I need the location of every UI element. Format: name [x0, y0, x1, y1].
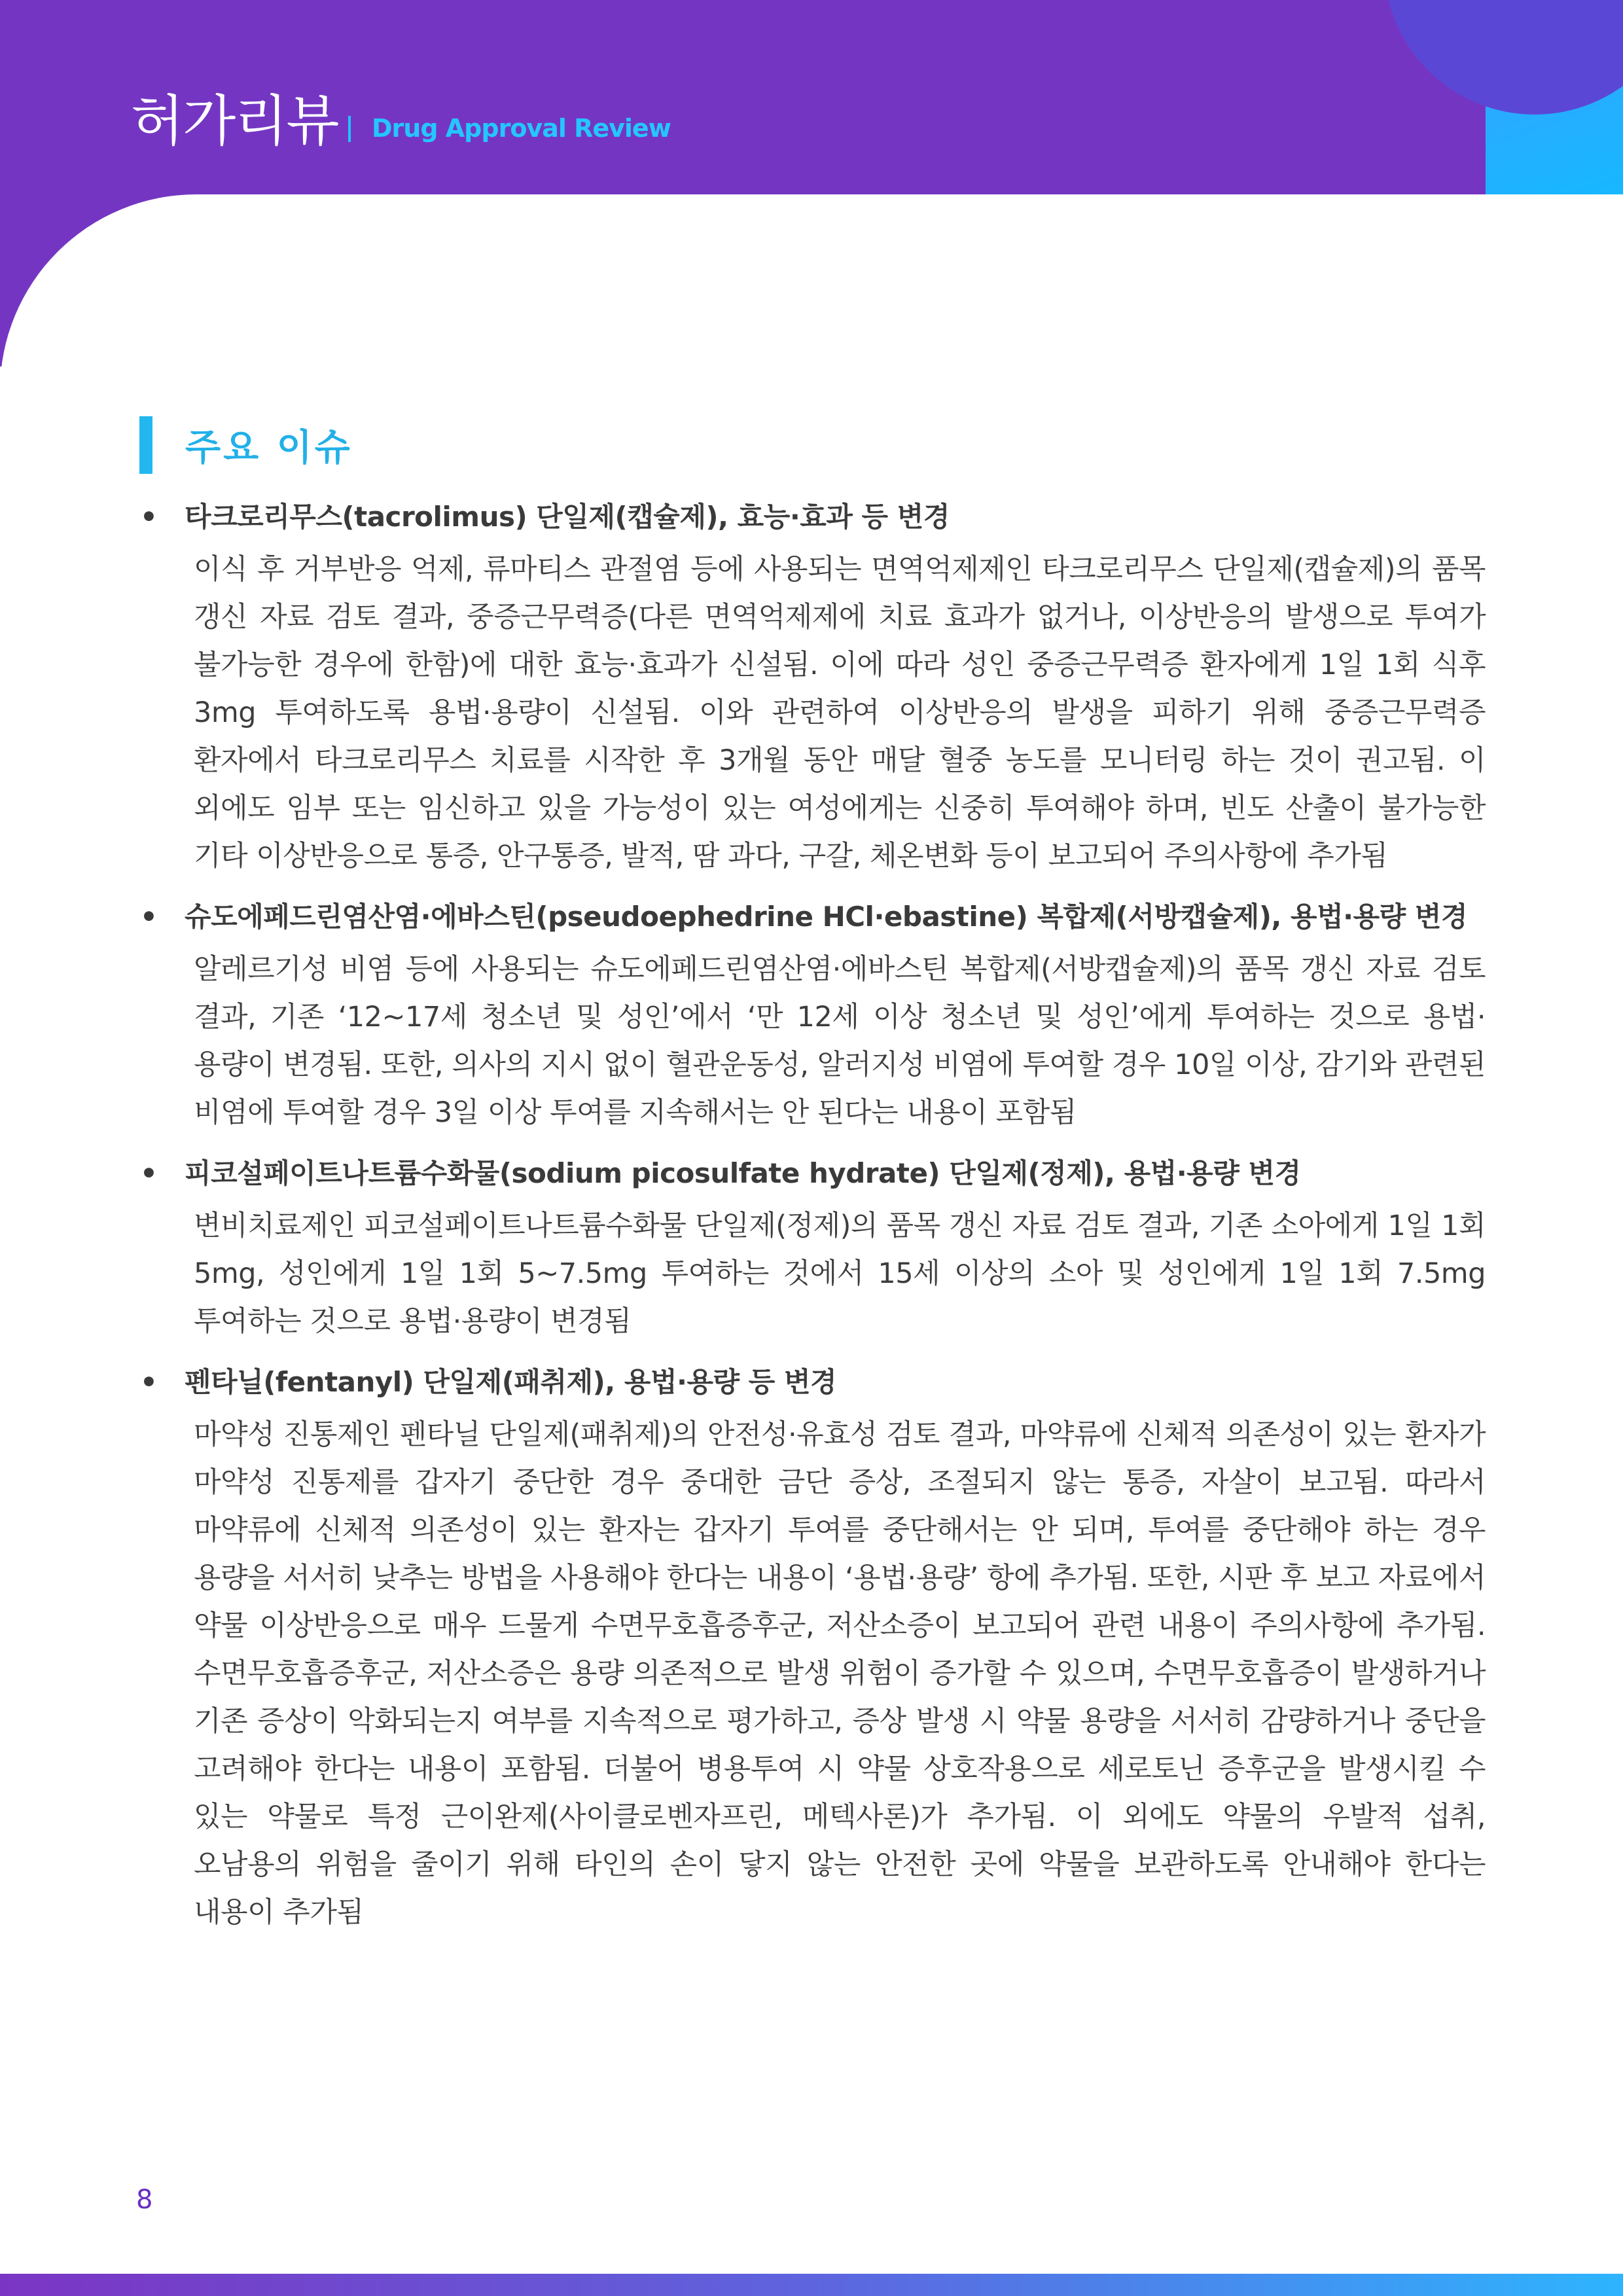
bullet-icon: •	[140, 501, 158, 533]
footer-gradient-bar	[0, 2274, 1623, 2296]
section-heading	[139, 416, 353, 474]
section-heading-bar	[139, 416, 152, 474]
issue-title-text: 피코설페이트나트륨수화물(sodium picosulfate hydrate) 단일제(정제), 용법·용량 변경	[185, 1157, 1301, 1189]
issue-list	[137, 497, 1486, 1954]
issue-title-text: 타크로리무스(tacrolimus) 단일제(캡슐제), 효능·효과 등 변경	[185, 501, 950, 533]
issue-title	[137, 1154, 1486, 1193]
page-number: 8	[136, 2185, 153, 2215]
issue-title	[137, 897, 1486, 937]
issue-item	[137, 1363, 1486, 1937]
section-heading-text: 주요 이슈	[185, 427, 353, 469]
issue-body: 이식 후 거부반응 억제, 류마티스 관절염 등에 사용되는 면역억제제인 타크로리무스 단일제(캡슐제)의 품목 갱신 자료 검토 결과, 중증근무력증(다른 면역억제제에 치료 효과가 없거나, 이상반응의 발생으로 투여가 불가능한 경우에 한함)에 대한 효능·효과가 신설됨. 이에 따라 성인 중증근무력증 환자에게 1일 1회 식후 3mg 투여하도록 용법·용량이 신설됨. 이와 관련하여 이상반응의 발생을 피하기 위해 중증근무력증 환자에서 타크로리무스 치료를 시작한 후 3개월 동안 매달 혈중 농도를 모니터링 하는 것이 권고됨. 이 외에도 임부 또는 임신하고 있을 가능성이 있는 여성에게는 신중히 투여해야 하며, 빈도 산출이 불가능한 기타 이상반응으로 통증, 안구통증, 발적, 땀 과다, 구갈, 체온변화 등이 보고되어 주의사항에 추가됨	[194, 553, 1486, 872]
header-title: 허가리뷰	[131, 89, 338, 153]
corner-circle-decoration	[1384, 0, 1623, 115]
bullet-icon: •	[140, 1157, 158, 1189]
issue-body: 알레르기성 비염 등에 사용되는 슈도에페드린염산염·에바스틴 복합제(서방캡슐제)의 품목 갱신 자료 검토 결과, 기존 ‘12~17세 청소년 및 성인’에서 ‘만 12세 이상 청소년 및 성인’에게 투여하는 것으로 용법·용량이 변경됨. 또한, 의사의 지시 없이 혈관운동성, 알러지성 비염에 투여할 경우 10일 이상, 감기와 관련된 비염에 투여할 경우 3일 이상 투여를 지속해서는 안 된다는 내용이 포함됨	[194, 953, 1486, 1129]
issue-title-text: 슈도에페드린염산염·에바스틴(pseudoephedrine HCl·ebastine) 복합제(서방캡슐제), 용법·용량 변경	[185, 901, 1468, 933]
header-separator	[348, 116, 351, 142]
bullet-icon: •	[140, 901, 158, 933]
issue-body: 변비치료제인 피코설페이트나트륨수화물 단일제(정제)의 품목 갱신 자료 검토 결과, 기존 소아에게 1일 1회 5mg, 성인에게 1일 1회 5~7.5mg 투여하는 것에서 15세 이상의 소아 및 성인에게 1일 1회 7.5mg 투여하는 것으로 용법·용량이 변경됨	[194, 1210, 1486, 1338]
issue-item	[137, 1154, 1486, 1346]
header-subtitle: Drug Approval Review	[372, 114, 671, 143]
issue-body: 마약성 진통제인 펜타닐 단일제(패취제)의 안전성·유효성 검토 결과, 마약류에 신체적 의존성이 있는 환자가 마약성 진통제를 갑자기 중단한 경우 중대한 금단 증상, 조절되지 않는 통증, 자살이 보고됨. 따라서 마약류에 신체적 의존성이 있는 환자는 갑자기 투여를 중단해서는 안 되며, 투여를 중단해야 하는 경우 용량을 서서히 낮추는 방법을 사용해야 한다는 내용이 ‘용법·용량’ 항에 추가됨. 또한, 시판 후 보고 자료에서 약물 이상반응으로 매우 드물게 수면무호흡증후군, 저산소증이 보고되어 관련 내용이 주의사항에 추가됨. 수면무호흡증후군, 저산소증은 용량 의존적으로 발생 위험이 증가할 수 있으며, 수면무호흡증이 발생하거나 기존 증상이 악화되는지 여부를 지속적으로 평가하고, 증상 발생 시 약물 용량을 서서히 감량하거나 중단을 고려해야 한다는 내용이 포함됨. 더불어 병용투여 시 약물 상호작용으로 세로토닌 증후군을 발생시킬 수 있는 약물로 특정 근이완제(사이클로벤자프린, 메텍사론)가 추가됨. 이 외에도 약물의 우발적 섭취, 오남용의 위험을 줄이기 위해 타인의 손이 닿지 않는 안전한 곳에 약물을 보관하도록 안내해야 한다는 내용이 추가됨	[194, 1418, 1486, 1929]
issue-item	[137, 497, 1486, 880]
issue-item	[137, 897, 1486, 1137]
issue-title-text: 펜타닐(fentanyl) 단일제(패취제), 용법·용량 등 변경	[185, 1366, 837, 1398]
issue-title	[137, 497, 1486, 537]
bullet-icon: •	[140, 1366, 158, 1398]
issue-title	[137, 1363, 1486, 1402]
